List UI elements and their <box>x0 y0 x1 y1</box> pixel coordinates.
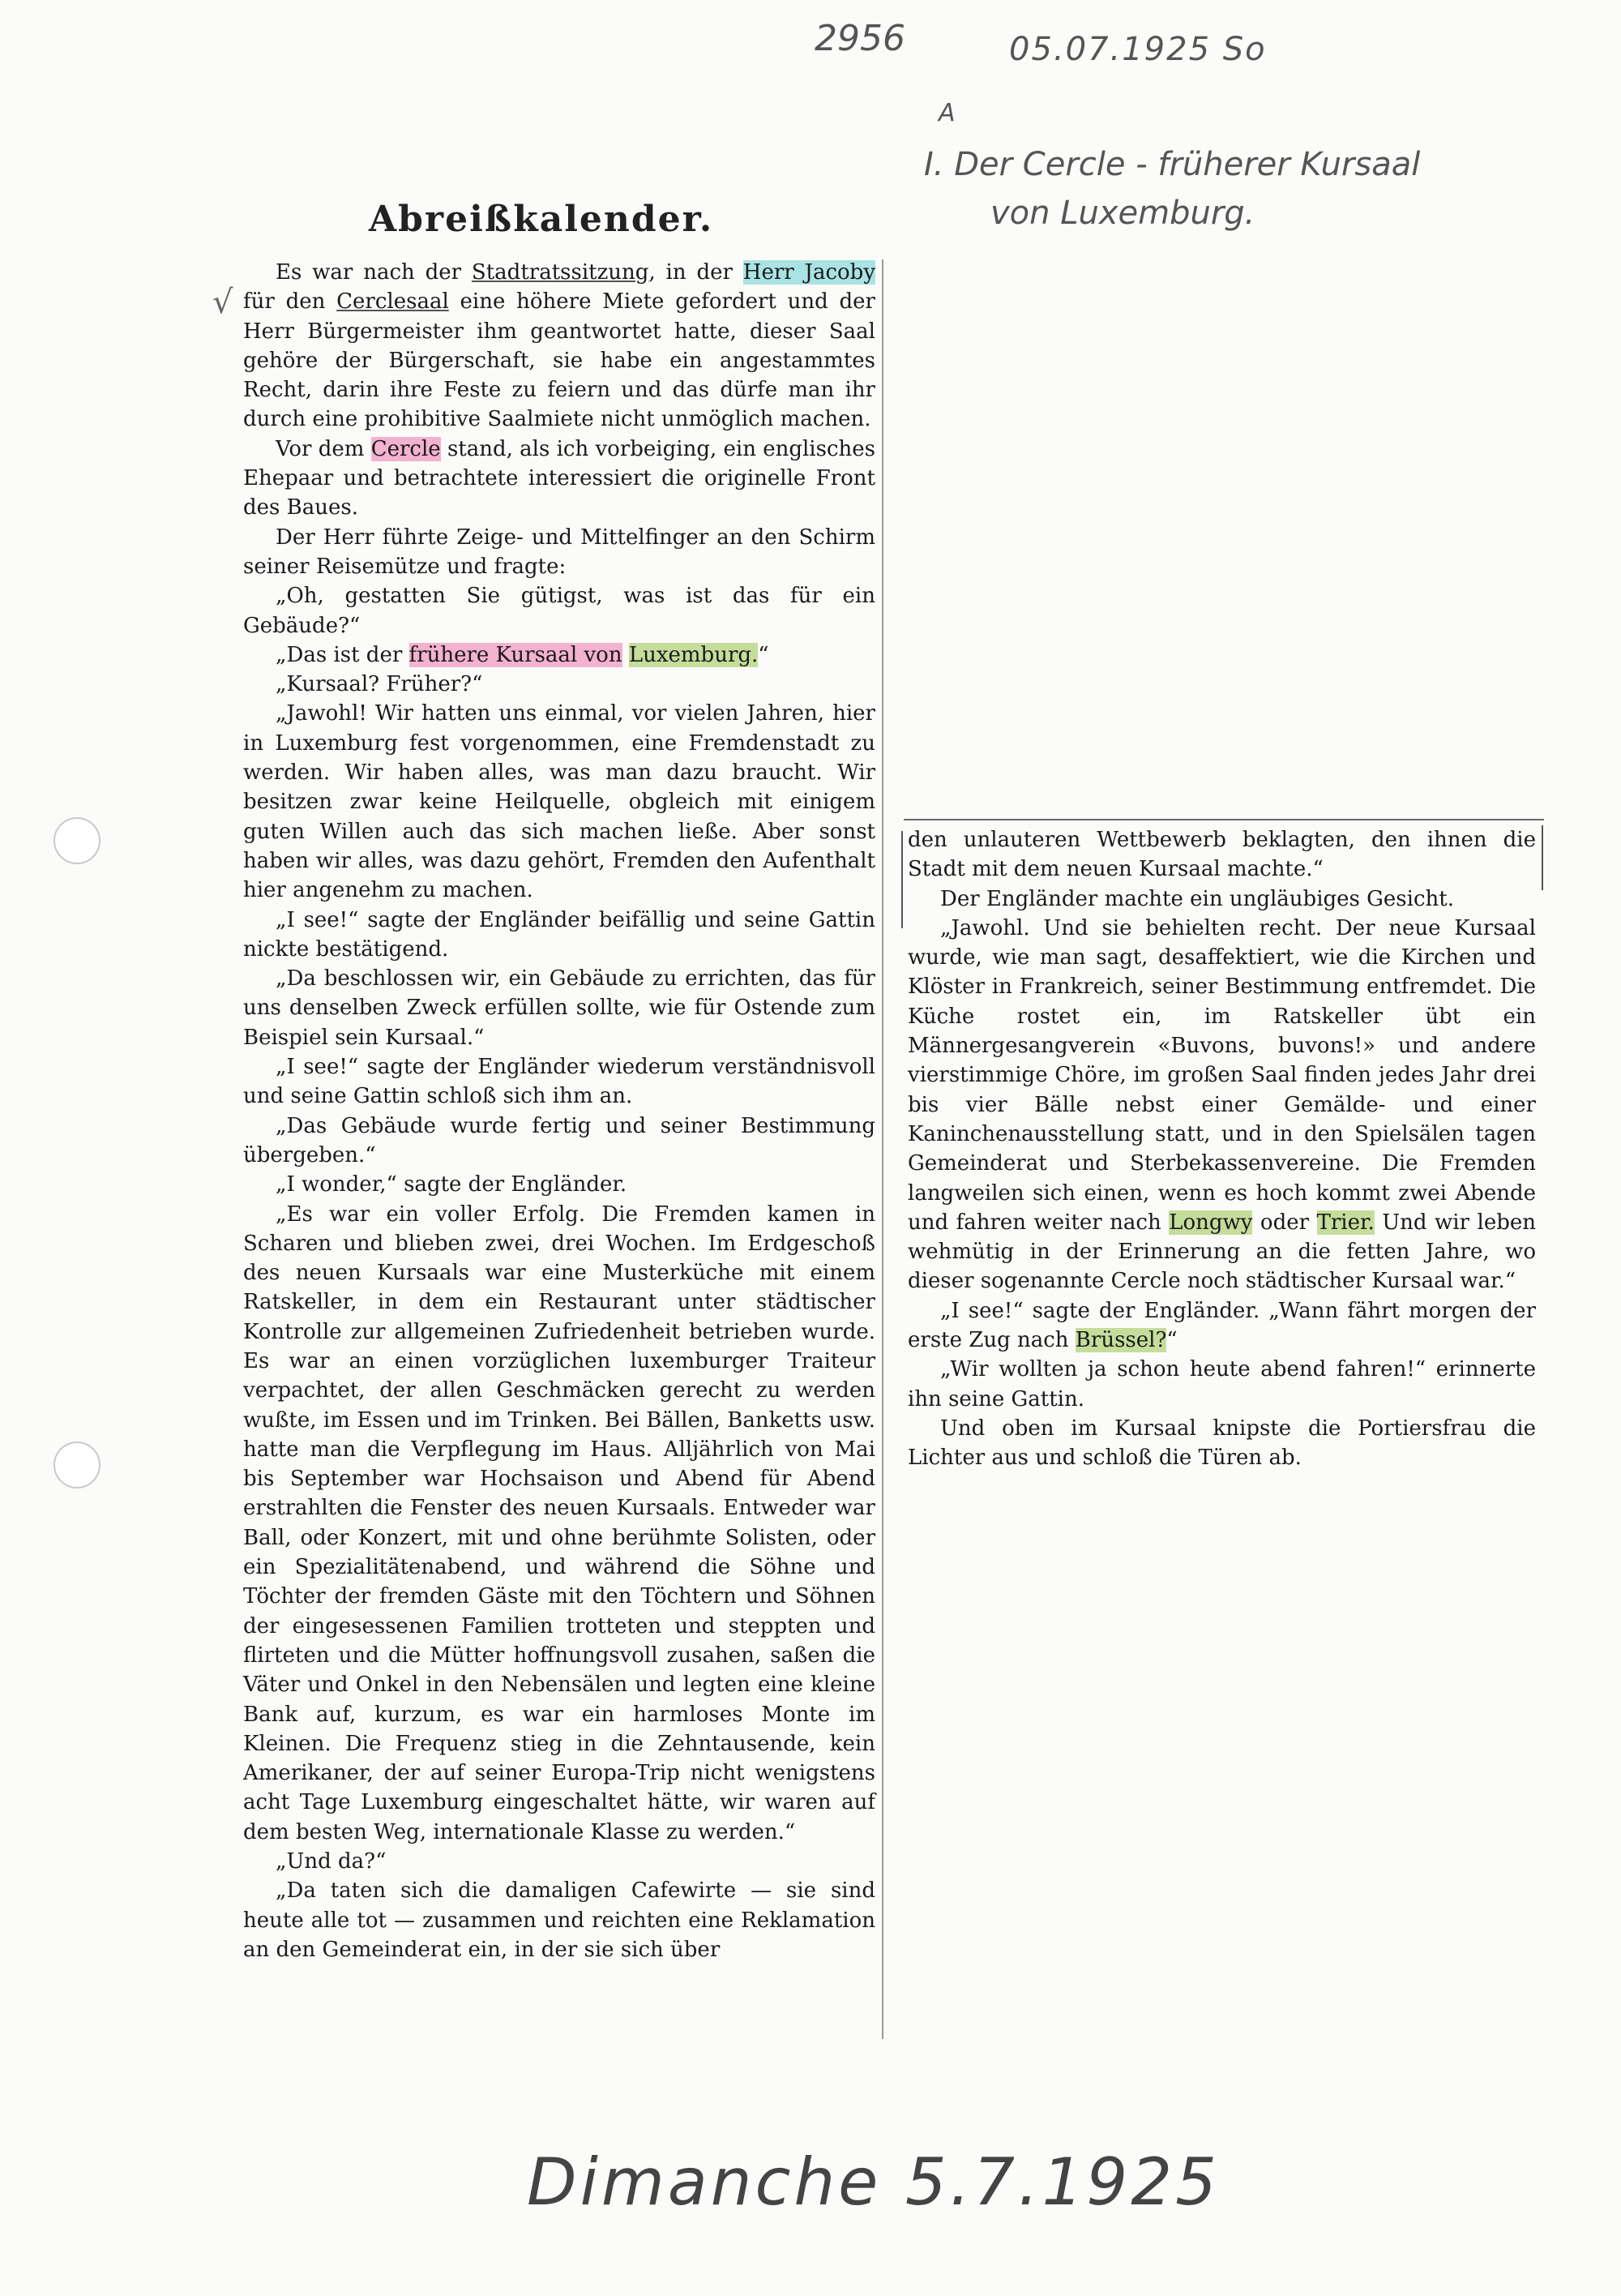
punch-hole-icon <box>53 1441 101 1489</box>
paragraph: „Jawohl! Wir hatten uns einmal, vor vielen Jahren, hier in Luxemburg fest vorgenommen, eine Fremdenstadt zu werden. Wir haben alles, was man dazu braucht. Wir besitzen zwar keine Heilquelle, obgleich mit einigem guten Willen auch das sich machen ließe. Aber sonst haben wir alles, was dazu gehört, Fremden den Aufenthalt hier angenehm zu machen. <box>243 701 875 903</box>
highlight-blue: Herr Jacoby <box>742 260 876 285</box>
highlight-green: Longwy <box>1169 1210 1253 1235</box>
underlined-text: Cerclesaal <box>336 289 449 315</box>
handwritten-bottom-date: Dimanche 5.7.1925 <box>527 2144 1221 2220</box>
highlight-green: Brüssel? <box>1075 1328 1167 1353</box>
paragraph: „Es war ein voller Erfolg. Die Fremden kamen in Scharen und blieben zwei, drei Wochen. Im Erdgeschoß des neuen Kursaals war eine Musterküche mit einem Ratskeller, in dem ein Restaurant unter städtischer Kontrolle zur allgemeinen Zufriedenheit betrieben wurde. Es war an einen vorzüglichen luxemburger Traiteur verpachtet, der allen Geschmäcken gerecht zu werden wußte, im Essen und im Trinken. Bei Bällen, Banketts usw. hatte man die Verpflegung im Haus. Alljährlich von Mai bis September war Hochsaison und Abend für Abend erstrahlten die Fenster des neuen Kursaals. Entweder war Ball, oder Konzert, mit und ohne berühmte Solisten, oder ein Spezialitätenabend, und während die Söhne und Töchter der fremden Gäste mit den Töchtern und Söhnen der eingesessenen Familien trotteten und steppten und flirteten und die Mütter hoffnungsvoll zusahen, saßen die Väter und Onkel in den Nebensälen und legten eine kleine Bank auf, kurzum, es war ein harmloses Monte im Kleinen. Die Frequenz stieg in die Zehntausende, kein Amerikaner, der auf seiner Europa-Trip nicht wenigstens acht Tage Luxemburg eingeschaltet hätte, wir waren auf dem besten Weg, internationale Klasse zu werden.“ <box>243 1202 875 1844</box>
check-mark-icon: √ <box>212 284 233 321</box>
paragraph: „Wir wollten ja schon heute abend fahren!“ erinnerte ihn seine Gattin. <box>908 1357 1536 1411</box>
paragraph: „I see!“ sagte der Engländer. „Wann fährt morgen der erste Zug nach Brüssel?“ <box>908 1298 1536 1353</box>
column-rule <box>901 831 903 928</box>
paragraph: Der Engländer machte ein ungläubiges Gesicht. <box>940 886 1454 911</box>
paragraph: „Das ist der frühere Kursaal von Luxemburg.“ <box>276 642 769 667</box>
article-column-right <box>908 825 1536 1473</box>
handwritten-note-line1: I. Der Cercle - früherer Kursaal <box>924 146 1421 183</box>
archive-number: 2956 <box>815 18 905 59</box>
paragraph: „Das Gebäude wurde fertig und seiner Bestimmung übergeben.“ <box>243 1113 875 1167</box>
highlight-green: Luxemburg. <box>628 642 759 667</box>
handwritten-letter: A <box>939 99 956 127</box>
column-rule <box>882 259 883 2039</box>
paragraph: Vor dem Cercle stand, als ich vorbeiging, ein englisches Ehepaar und betrachtete interessiert die originelle Front des Baues. <box>243 436 875 520</box>
paragraph: „I see!“ sagte der Engländer beifällig und seine Gattin nickte bestätigend. <box>243 907 875 962</box>
paragraph: den unlauteren Wettbewerb beklagten, den ihnen die Stadt mit dem neuen Kursaal machte.“ <box>908 828 1536 882</box>
paragraph: „Kursaal? Früher?“ <box>276 672 483 697</box>
paragraph: „Und da?“ <box>276 1849 387 1874</box>
highlight-pink: frühere Kursaal von <box>408 642 622 667</box>
punch-hole-icon <box>53 817 101 864</box>
paragraph: „Oh, gestatten Sie gütigst, was ist das für ein Gebäude?“ <box>243 584 875 638</box>
column-rule <box>1542 825 1543 890</box>
paragraph: „Jawohl. Und sie behielten recht. Der neue Kursaal wurde, wie man sagt, desaffektiert, wie die Kirchen und Klöster in Frankreich, seiner Bestimmung entfremdet. Die Küche rostet ein, im Ratskeller übt ein Männergesangverein «Buvons, buvons!» und andere vierstimmige Chöre, im großen Saal finden jedes Jahr drei bis vier Bälle nebst einer Gemälde- und einer Kaninchenausstellung statt, und in den Spielsälen tagen Gemeinderat und Sterbekassenvereine. Die Fremden langweilen sich einen, wenn es hoch kommt zwei Abende und fahren weiter nach Longwy oder Trier. Und wir leben wehmütig in der Erinnerung an die fetten Jahre, wo dieser sogenannte Cercle noch städtischer Kursaal war.“ <box>908 915 1536 1294</box>
underlined-text: Stadtratssitzung <box>471 260 649 285</box>
article-column-left <box>243 258 875 1964</box>
highlight-pink: Cercle <box>370 436 441 461</box>
paragraph: „Da taten sich die damaligen Cafewirte — sie sind heute alle tot — zusammen und reichten eine Reklamation an den Gemeinderat ein, in der sie sich über <box>243 1878 875 1962</box>
paragraph: Und oben im Kursaal knipste die Portiersfrau die Lichter aus und schloß die Türen ab. <box>908 1416 1536 1471</box>
highlight-green: Trier. <box>1316 1210 1375 1235</box>
paragraph: „Da beschlossen wir, ein Gebäude zu errichten, das für uns denselben Zweck erfüllen sollte, wie für Ostende zum Beispiel sein Kursaal.“ <box>243 966 875 1050</box>
handwritten-note-line2: von Luxemburg. <box>990 195 1255 232</box>
article-title: Abreißkalender. <box>369 199 714 240</box>
paragraph: „I see!“ sagte der Engländer wiederum verständnisvoll und seine Gattin schloß sich ihm an. <box>243 1055 875 1109</box>
clipping-border <box>904 819 1544 820</box>
paragraph: „I wonder,“ sagte der Engländer. <box>276 1172 627 1197</box>
handwritten-date: 05.07.1925 So <box>1009 31 1267 68</box>
paragraph: Der Herr führte Zeige- und Mittelfinger an den Schirm seiner Reisemütze und fragte: <box>243 525 875 579</box>
paragraph: Es war nach der Stadtratssitzung, in der Herr Jacoby für den Cerclesaal eine höhere Miete gefordert und der Herr Bürgermeister ihm geantwortet hatte, dieser Saal gehöre der Bürgerschaft, sie habe ein angestammtes Recht, darin ihre Feste zu feiern und das dürfe man ihr durch eine prohibitive Saalmiete nicht unmöglich machen. <box>243 260 876 432</box>
